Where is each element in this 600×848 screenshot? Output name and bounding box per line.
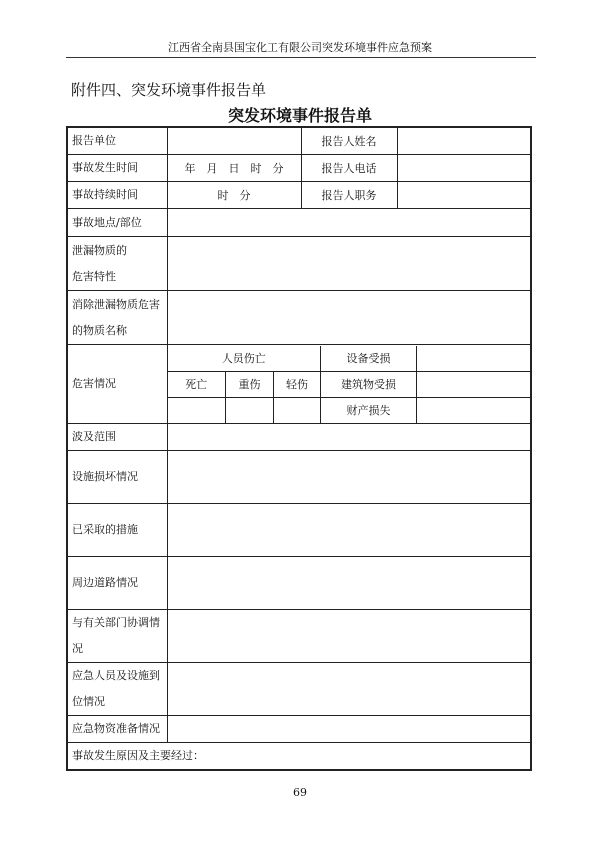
- facility-damage-field[interactable]: [167, 451, 531, 504]
- serious-injury-field[interactable]: [226, 397, 274, 423]
- deaths-label: 死亡: [168, 371, 226, 397]
- reporter-phone-field[interactable]: [397, 155, 531, 182]
- roads-label: 周边道路情况: [67, 557, 167, 610]
- location-field[interactable]: [167, 209, 531, 237]
- removal-field[interactable]: [167, 291, 531, 345]
- hazard-subtable: [168, 346, 531, 423]
- emergency-staff-line2: 位情况: [72, 695, 105, 708]
- reporter-phone-label: 报告人电话: [301, 155, 397, 182]
- location-label: 事故地点/部位: [67, 209, 167, 237]
- hazard-label: 危害情况: [67, 345, 167, 424]
- property-loss-field[interactable]: [417, 397, 531, 423]
- leak-nature-field[interactable]: [167, 237, 531, 291]
- minor-injury-field[interactable]: [274, 397, 321, 423]
- emergency-staff-field[interactable]: [167, 663, 531, 716]
- equipment-damage-field[interactable]: [417, 346, 531, 372]
- coordination-line2: 况: [72, 642, 83, 655]
- report-form-table: [66, 126, 532, 771]
- document-header: 江西省全南县国宝化工有限公司突发环境事件应急预案: [168, 41, 432, 54]
- hazard-subtable-cell: [167, 345, 531, 424]
- serious-injury-label: 重伤: [226, 371, 274, 397]
- occurrence-time-label: 事故发生时间: [67, 155, 167, 182]
- removal-line1: 消除泄漏物质危害: [72, 297, 160, 311]
- form-title: 突发环境事件报告单: [227, 106, 372, 125]
- report-unit-label: 报告单位: [67, 127, 167, 155]
- duration-label: 事故持续时间: [67, 182, 167, 209]
- removal-line2: 的物质名称: [72, 323, 127, 337]
- roads-field[interactable]: [167, 557, 531, 610]
- scope-label: 波及范围: [67, 424, 167, 451]
- casualties-label: 人员伤亡: [168, 346, 321, 372]
- supplies-label: 应急物资准备情况: [67, 716, 167, 743]
- leak-nature-line2: 危害特性: [72, 269, 116, 283]
- header-rule: [66, 57, 536, 58]
- leak-nature-line1: 泄漏物质的: [72, 243, 127, 257]
- cause-row[interactable]: 事故发生原因及主要经过：: [67, 743, 531, 771]
- removal-label: [67, 291, 167, 345]
- attachment-title: 附件四、突发环境事件报告单: [71, 81, 267, 99]
- coordination-field[interactable]: [167, 610, 531, 663]
- page-number: 69: [293, 786, 307, 799]
- deaths-field[interactable]: [168, 397, 226, 423]
- reporter-position-label: 报告人职务: [301, 182, 397, 209]
- occurrence-time-field[interactable]: 年 月 日 时 分: [167, 155, 301, 182]
- measures-label: 已采取的措施: [67, 504, 167, 557]
- supplies-field[interactable]: [167, 716, 531, 743]
- reporter-position-field[interactable]: [397, 182, 531, 209]
- reporter-name-field[interactable]: [397, 127, 531, 155]
- reporter-name-label: 报告人姓名: [301, 127, 397, 155]
- report-unit-field[interactable]: [167, 127, 301, 155]
- duration-field[interactable]: 时 分: [167, 182, 301, 209]
- minor-injury-label: 轻伤: [274, 371, 321, 397]
- coordination-label: [67, 610, 167, 663]
- measures-field[interactable]: [167, 504, 531, 557]
- property-loss-label: 财产损失: [321, 397, 417, 423]
- emergency-staff-label: [67, 663, 167, 716]
- equipment-damage-label: 设备受损: [321, 346, 417, 372]
- scope-field[interactable]: [167, 424, 531, 451]
- building-damage-label: 建筑物受损: [321, 371, 417, 397]
- building-damage-field[interactable]: [417, 371, 531, 397]
- coordination-line1: 与有关部门协调情: [72, 616, 160, 629]
- facility-damage-label: 设施损坏情况: [67, 451, 167, 504]
- leak-nature-label: [67, 237, 167, 291]
- emergency-staff-line1: 应急人员及设施到: [72, 669, 160, 682]
